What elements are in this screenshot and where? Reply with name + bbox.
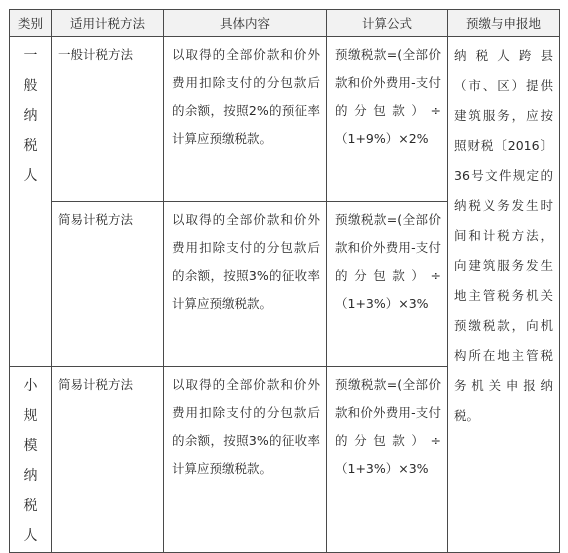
category-char: 规 <box>23 408 38 424</box>
category-char: 一 <box>23 48 38 64</box>
category-char: 人 <box>23 528 38 544</box>
category-char: 税 <box>23 498 38 514</box>
category-char: 税 <box>23 138 38 154</box>
category-char: 般 <box>23 78 38 94</box>
category-char: 纳 <box>23 108 38 124</box>
formula-cell: 预缴税款=(全部价款和价外费用-支付的分包款）÷（1+3%）×3% <box>327 367 448 553</box>
tax-prepayment-table <box>9 9 560 553</box>
method-cell: 简易计税方法 <box>52 202 164 367</box>
category-char: 纳 <box>23 468 38 484</box>
header-method: 适用计税方法 <box>52 10 164 37</box>
content-cell: 以取得的全部价款和价外费用扣除支付的分包款后的余额，按照2%的预征率计算应预缴税款。 <box>164 37 327 202</box>
formula-cell: 预缴税款=(全部价款和价外费用-支付的分包款）÷（1+3%）×3% <box>327 202 448 367</box>
method-cell: 一般计税方法 <box>52 37 164 202</box>
header-row <box>10 10 560 37</box>
content-cell: 以取得的全部价款和价外费用扣除支付的分包款后的余额，按照3%的征收率计算应预缴税款。 <box>164 202 327 367</box>
category-char: 小 <box>23 378 38 394</box>
header-category: 类别 <box>10 10 52 37</box>
method-cell: 简易计税方法 <box>52 367 164 553</box>
prepay-note-cell: 纳税人跨县（市、区）提供建筑服务，应按照财税〔2016〕36号文件规定的纳税义务发生时间和计税方法，向建筑服务发生地主管税务机关预缴税款，向机构所在地主管税务机关申报纳税。 <box>448 37 560 553</box>
category-char: 人 <box>23 168 38 184</box>
formula-cell: 预缴税款=(全部价款和价外费用-支付的分包款）÷（1+9%）×2% <box>327 37 448 202</box>
category-small-scale-taxpayer <box>10 367 52 553</box>
table-row <box>10 37 560 202</box>
header-prepay-place: 预缴与申报地 <box>448 10 560 37</box>
category-char: 模 <box>23 438 38 454</box>
header-formula: 计算公式 <box>327 10 448 37</box>
content-cell: 以取得的全部价款和价外费用扣除支付的分包款后的余额，按照3%的征收率计算应预缴税款。 <box>164 367 327 553</box>
category-general-taxpayer <box>10 37 52 367</box>
header-content: 具体内容 <box>164 10 327 37</box>
